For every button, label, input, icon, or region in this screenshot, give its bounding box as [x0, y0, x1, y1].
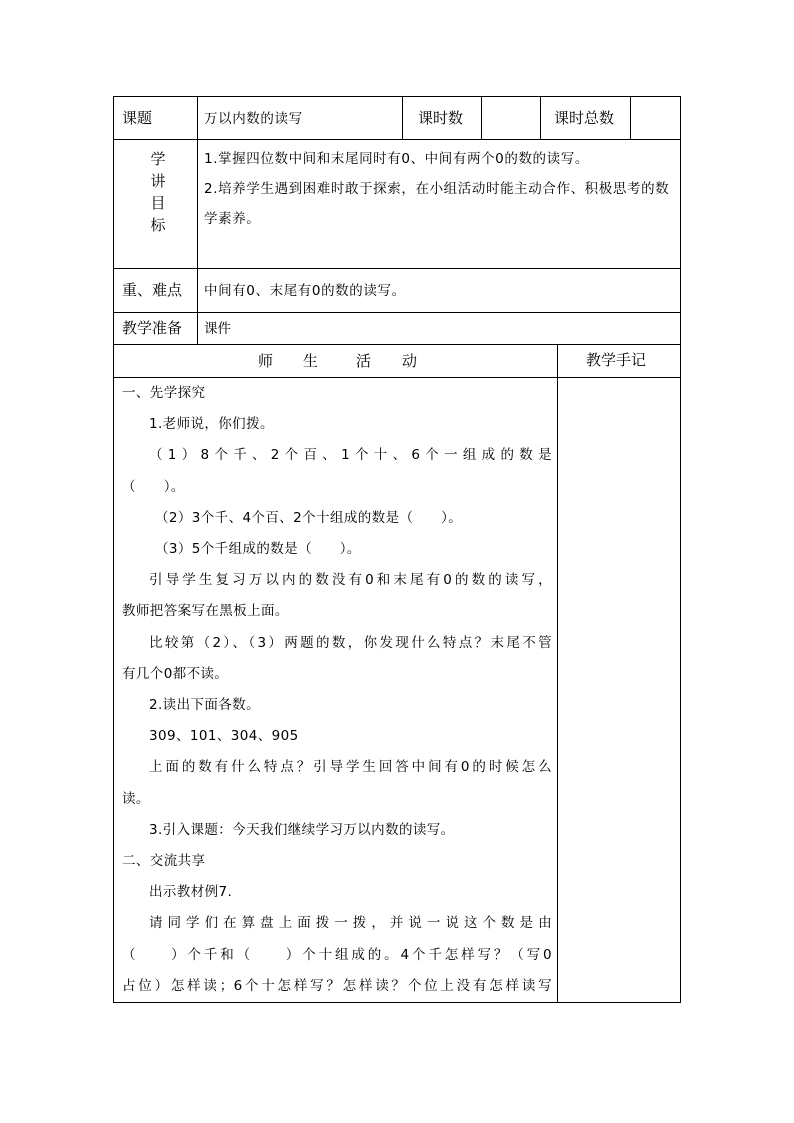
body-line: 出示教材例7.: [149, 884, 233, 901]
total-label: 课时总数: [554, 109, 615, 127]
goals-label-char: 目: [150, 194, 166, 212]
activity-header-char: 动: [402, 352, 418, 370]
body-line: 比较第（2）、（3）两题的数，你发现什么特点？末尾不管: [149, 634, 552, 651]
goal-item: 1.掌握四位数中间和末尾同时有0、中间有两个0的数的读写。: [204, 151, 589, 167]
period-label: 课时数: [418, 109, 464, 127]
body-line: 上面的数有什么特点？引导学生回答中间有0的时候怎么: [149, 759, 552, 776]
row-divider-1: [113, 139, 681, 140]
difficulty-value: 中间有0、末尾有0的数的读写。: [204, 283, 406, 299]
body-line: 请同学们在算盘上面拨一拨，并说一说这个数是由: [149, 915, 552, 932]
label-column-divider: [197, 96, 198, 344]
preparation-label: 教学准备: [122, 319, 183, 337]
preparation-value: 课件: [204, 321, 231, 337]
body-line: 读。: [122, 790, 150, 807]
row-divider-4: [113, 344, 681, 345]
header-divider-c: [540, 96, 541, 139]
body-line: （3）5个千组成的数是（ ）。: [155, 541, 361, 558]
body-line: 1.老师说，你们拨。: [149, 416, 274, 433]
goals-text: [204, 144, 676, 234]
body-line: 有几个0都不读。: [122, 665, 229, 682]
goals-label: [128, 148, 188, 236]
row-divider-3: [113, 312, 681, 313]
notes-header: 教学手记: [586, 351, 647, 369]
body-line: （2）3个千、4个百、2个十组成的数是（ ）。: [155, 509, 463, 526]
goals-label-char: 讲: [150, 172, 166, 190]
topic-value: 万以内数的读写: [204, 111, 303, 127]
body-line: （1）8个千、2个百、1个十、6个一组成的数是: [149, 447, 552, 464]
activity-header-char: 生: [303, 352, 319, 370]
goal-item: 2.培养学生遇到困难时敢于探索，在小组活动时能主动合作、积极思考的数学素养。: [204, 181, 670, 227]
difficulty-label: 重、难点: [122, 281, 183, 299]
table-border-right: [680, 96, 681, 1003]
activity-header-char: 活: [356, 352, 372, 370]
body-line: 教师把答案写在黑板上面。: [122, 603, 289, 620]
topic-label: 课题: [122, 109, 153, 127]
header-divider-d: [630, 96, 631, 139]
header-divider-b: [481, 96, 482, 139]
body-line: （ ）个千和（ ）个十组成的。4个千怎样写？（写0: [122, 946, 552, 963]
body-line: （ ）。: [122, 478, 185, 495]
table-border-top: [113, 96, 681, 97]
body-line: 309、101、304、905: [149, 728, 299, 745]
goals-label-char: 学: [150, 150, 166, 168]
table-border-bottom: [113, 1002, 681, 1003]
activity-header-char: 师: [258, 352, 274, 370]
row-divider-2: [113, 268, 681, 269]
activity-body: [122, 378, 552, 1002]
body-line: 2.读出下面各数。: [149, 697, 260, 714]
goals-label-char: 标: [150, 216, 166, 234]
body-line: 3.引入课题：今天我们继续学习万以内数的读写。: [149, 821, 455, 838]
section-heading: 二、交流共享: [122, 853, 206, 870]
table-border-left: [113, 96, 114, 1003]
notes-column-divider: [557, 344, 558, 1002]
body-line: 占位）怎样读；6个十怎样写？怎样读？个位上没有怎样读写: [122, 977, 552, 994]
header-divider-a: [402, 96, 403, 139]
section-heading: 一、先学探究: [122, 385, 206, 401]
body-line: 引导学生复习万以内的数没有0和末尾有0的数的读写，: [149, 572, 552, 589]
